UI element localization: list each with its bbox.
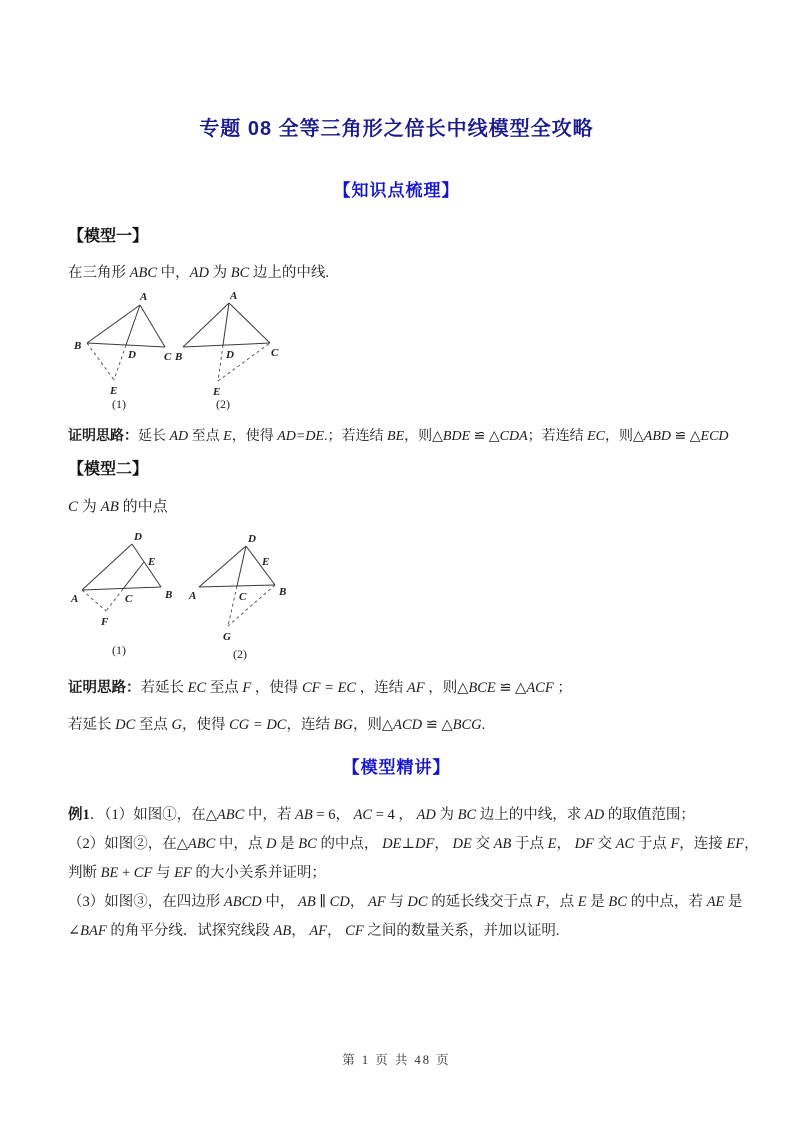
vertex-label-B: B	[165, 589, 173, 601]
vertex-label-A: A	[140, 291, 148, 303]
example1-line-4: （3）如图③，在四边形 ABCD 中， AB ∥ CD， AF 与 DC 的延长线交于点 F，点 E 是 BC 的中点，若 AE 是	[68, 894, 743, 910]
model1-intro: 在三角形 ABC 中，AD 为 BC 边上的中线.	[68, 265, 330, 281]
model2-figure-2	[183, 528, 303, 663]
model2-proof-line1: 证明思路：若延长 EC 至点 F ，使得 CF = EC ，连结 AF ，则△BCE ≌ △ACF ；	[68, 680, 572, 696]
model1-proof: 证明思路：延长 AD 至点 E，使得 AD=DE.；若连结 BE，则△BDE ≌ △CDA；若连结 EC，则△ABD ≌ △ECD	[68, 429, 729, 444]
model2-figure-1-svg	[66, 528, 186, 660]
vertex-label-F: F	[101, 616, 109, 628]
example1-line-1: 例1．（1）如图①，在△ABC 中，若 AB = 6， AC = 4 ， AD 为 BC 边上的中线，求 AD 的取值范围；	[68, 807, 695, 823]
model2-proof-line2: 若延长 DC 至点 G，使得 CG = DC，连结 BG，则△ACD ≌ △BCG.	[68, 717, 486, 733]
vertex-label-A: A	[230, 290, 238, 302]
vertex-label-G: G	[223, 631, 231, 643]
model1-figure-2	[172, 288, 287, 410]
example1-line-3: 判断 BE + CF 与 EF 的大小关系并证明；	[68, 865, 326, 881]
model1-figure-1	[70, 288, 185, 410]
vertex-label-E: E	[262, 556, 270, 568]
vertex-label-B: B	[175, 351, 183, 363]
section-header-knowledge: 【知识点梳理】	[333, 181, 460, 200]
vertex-label-E: E	[213, 386, 221, 398]
example1-line-5: ∠BAF 的角平分线．试探究线段 AB， AF， CF 之间的数量关系，并加以证明.	[68, 923, 560, 939]
model1-figure-2-svg	[172, 288, 287, 410]
figure-caption: (1)	[112, 643, 126, 657]
section-header-lecture: 【模型精讲】	[342, 758, 451, 777]
page-footer: 第 1 页 共 48 页	[342, 1053, 451, 1067]
vertex-label-C: C	[125, 593, 133, 605]
model2-header: 【模型二】	[68, 461, 149, 478]
vertex-label-E: E	[148, 556, 156, 568]
vertex-label-D: D	[134, 531, 142, 543]
figure-caption: (2)	[233, 647, 247, 661]
figure-caption: (1)	[112, 397, 126, 410]
figure-caption: (2)	[216, 397, 230, 410]
vertex-label-D: D	[226, 349, 234, 361]
model2-figure-2-svg	[183, 528, 303, 663]
page-title: 专题 08 全等三角形之倍长中线模型全攻略	[199, 118, 594, 140]
vertex-label-D: D	[128, 349, 136, 361]
vertex-label-A: A	[71, 593, 79, 605]
vertex-label-E: E	[110, 385, 118, 397]
model1-figure-1-svg	[70, 288, 185, 410]
vertex-label-C: C	[164, 351, 172, 363]
vertex-label-B: B	[279, 586, 287, 598]
model2-figure-1	[66, 528, 186, 660]
vertex-label-D: D	[248, 533, 256, 545]
example1-line-2: （2）如图②，在△ABC 中，点 D 是 BC 的中点， DE⊥DF， DE 交 AB 于点 E， DF 交 AC 于点 F，连接 EF，	[68, 836, 759, 852]
model1-header: 【模型一】	[68, 228, 149, 245]
vertex-label-C: C	[271, 347, 279, 359]
vertex-label-A: A	[189, 590, 197, 602]
vertex-label-C: C	[239, 591, 247, 603]
vertex-label-B: B	[74, 340, 82, 352]
model2-intro: C 为 AB 的中点	[68, 499, 168, 515]
